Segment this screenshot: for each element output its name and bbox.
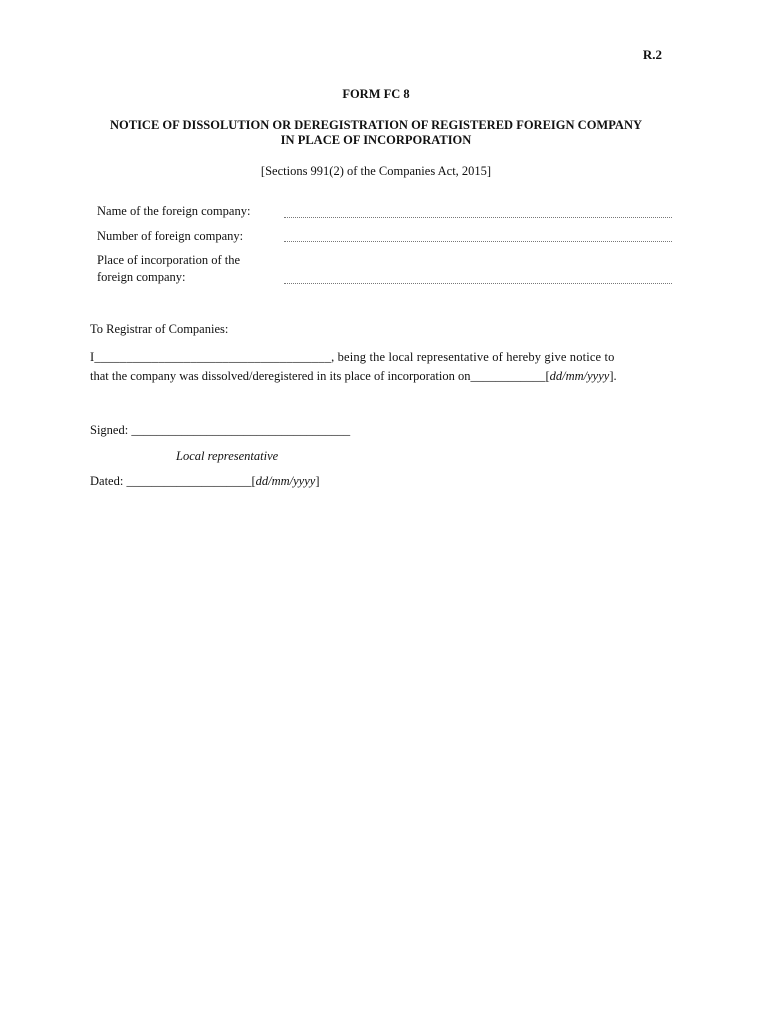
statement-part2: that the company was dissolved/deregistered in its place of incorporation on____________[ [90,369,550,383]
company-number-label: Number of foreign company: [97,229,244,243]
place-label-line1: Place of incorporation of the [97,253,241,267]
place-label-line2: foreign company: [97,270,186,284]
company-name-field[interactable] [284,217,672,218]
dated-label: Dated: ____________________[ [90,474,256,488]
statement-date-format: dd/mm/yyyy [549,369,610,383]
company-name-label: Name of the foreign company: [97,204,251,218]
place-of-incorporation-field[interactable] [284,283,672,284]
statement-end: ]. [609,369,617,383]
statement-part1: I_____________________________________, being the local representative of hereby give notice to [90,350,615,364]
dated-format: dd/mm/yyyy [255,474,316,488]
notice-title [0,118,752,148]
statement-line2 [90,367,680,386]
notice-title-line1: NOTICE OF DISSOLUTION OR DEREGISTRATION OF REGISTERED FOREIGN COMPANY [109,118,643,132]
form-title: FORM FC 8 [342,87,410,101]
form-reference: R.2 [642,47,662,62]
act-reference: [Sections 991(2) of the Companies Act, 2015] [260,164,492,178]
local-representative-caption: Local representative [176,449,279,463]
statement-line1 [90,348,680,367]
company-number-field[interactable] [284,241,672,242]
notice-title-line2: IN PLACE OF INCORPORATION [280,133,472,147]
addressee: To Registrar of Companies: [90,322,229,336]
signed-line[interactable]: Signed: ___________________________________ [90,423,351,437]
dated-line[interactable] [90,474,319,489]
place-of-incorporation-label [97,252,240,286]
dated-end: ] [315,474,320,488]
notice-statement [90,348,680,386]
